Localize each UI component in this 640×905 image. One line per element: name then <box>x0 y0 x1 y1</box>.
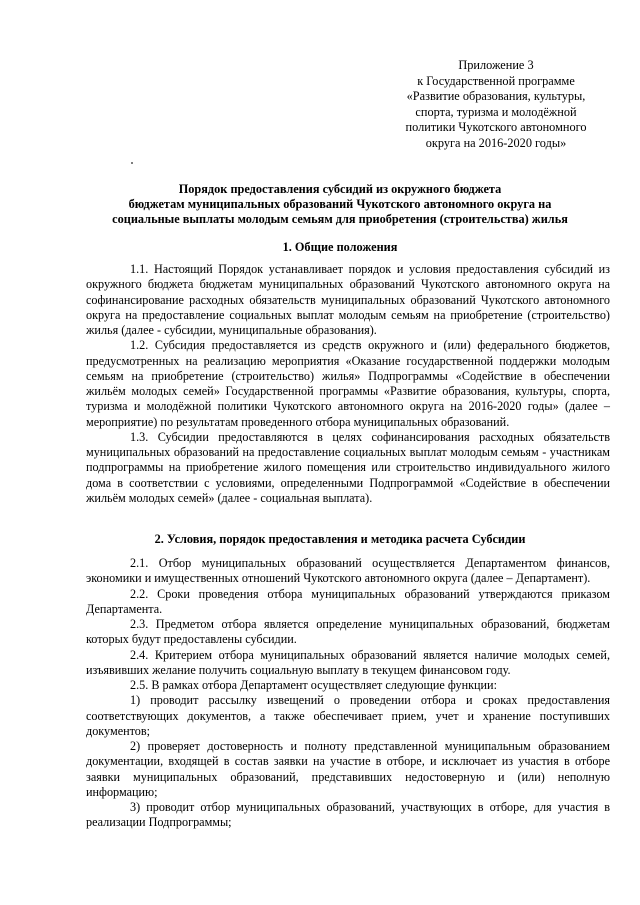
paragraph-2-4: 2.4. Критерием отбора муниципальных образований является наличие молодых семей, изъявивших желание получить социальную выплату в текущем финансовом году. <box>86 647 610 677</box>
paragraph-1-1: 1.1. Настоящий Порядок устанавливает порядок и условия предоставления субсидий из окружного бюджета бюджетам муниципальных образований Чукотского автономного округа на софинансирование расходных обязательств муниципальных образований Чукотского автономного округа на предоставление социальных выплат молодым семьям на приобретение (строительство) жилья (далее - субсидии, муниципальные образования). <box>86 262 610 337</box>
appendix-line: Приложение 3 <box>458 58 534 72</box>
paragraph-2-3: 2.3. Предметом отбора является определение муниципальных образований, бюджетам которых будут предоставлены субсидии. <box>86 617 610 647</box>
stray-dot <box>131 162 133 164</box>
list-item-2: 2) проверяет достоверность и полноту представленной муниципальным образованием документации, входящей в состав заявки на участие в отборе, и исключает из участия в отборе заявки муниципальных образований, представивших недостоверную и (или) неполную информацию; <box>86 739 610 799</box>
section-1-body <box>86 262 610 506</box>
appendix-line: округа на 2016-2020 годы» <box>425 135 567 150</box>
appendix-line: политики Чукотского автономного <box>405 120 587 135</box>
paragraph-2-1: 2.1. Отбор муниципальных образований осуществляется Департаментом финансов, экономики и имущественных отношений Чукотского автономного округа (далее – Департамент). <box>86 556 610 586</box>
paragraph-1-3: 1.3. Субсидии предоставляются в целях софинансирования расходных обязательств муниципальных образований на предоставление социальных выплат молодым семьям - участникам подпрограммы на приобретение жилого помещения или строительство индивидуального жилого дома в соответствии с условиями, определенными Подпрограммой «Содействие в обеспечении жильём молодых семей» (далее - социальная выплата). <box>86 429 610 505</box>
section-2-heading: 2. Условия, порядок предоставления и методика расчета Субсидии <box>154 532 526 546</box>
paragraph-1-2: 1.2. Субсидия предоставляется из средств окружного и (или) федерального бюджетов, предусмотренных на реализацию мероприятия «Оказание государственной поддержки молодым семьям на приобретение (строительство) жилья» Подпрограммы «Содействие в обеспечении жильём молодых семей» Государственной программы «Развитие образования, культуры, спорта, туризма и молодёжной политики Чукотского автономного округа на 2016-2020 годы» (далее – мероприятие) по результатам проведенного отбора муниципальных образований. <box>86 338 610 429</box>
list-item-3: 3) проводит отбор муниципальных образований, участвующих в отборе, для участия в реализации Подпрограммы; <box>86 800 610 830</box>
appendix-line: спорта, туризма и молодёжной <box>415 104 577 119</box>
title-line: социальные выплаты молодым семьям для приобретения (строительства) жилья <box>112 212 568 227</box>
list-item-1: 1) проводит рассылку извещений о проведении отбора и сроках предоставления соответствующих документов, а также обеспечивает прием, учет и хранение поступивших документов; <box>86 693 610 738</box>
section-2-body <box>86 556 610 831</box>
title-line: бюджетам муниципальных образований Чукотского автономного округа на <box>128 197 552 212</box>
appendix-header <box>385 58 607 152</box>
paragraph-2-5: 2.5. В рамках отбора Департамент осуществляет следующие функции: <box>130 678 497 692</box>
appendix-line: «Развитие образования, культуры, <box>406 89 586 104</box>
section-1-heading: 1. Общие положения <box>282 240 398 254</box>
title-line: Порядок предоставления субсидий из окружного бюджета <box>178 182 502 196</box>
document-title <box>70 182 610 228</box>
appendix-line: к Государственной программе <box>417 73 575 88</box>
paragraph-2-2: 2.2. Сроки проведения отбора муниципальных образований утверждаются приказом Департамента. <box>86 586 610 616</box>
